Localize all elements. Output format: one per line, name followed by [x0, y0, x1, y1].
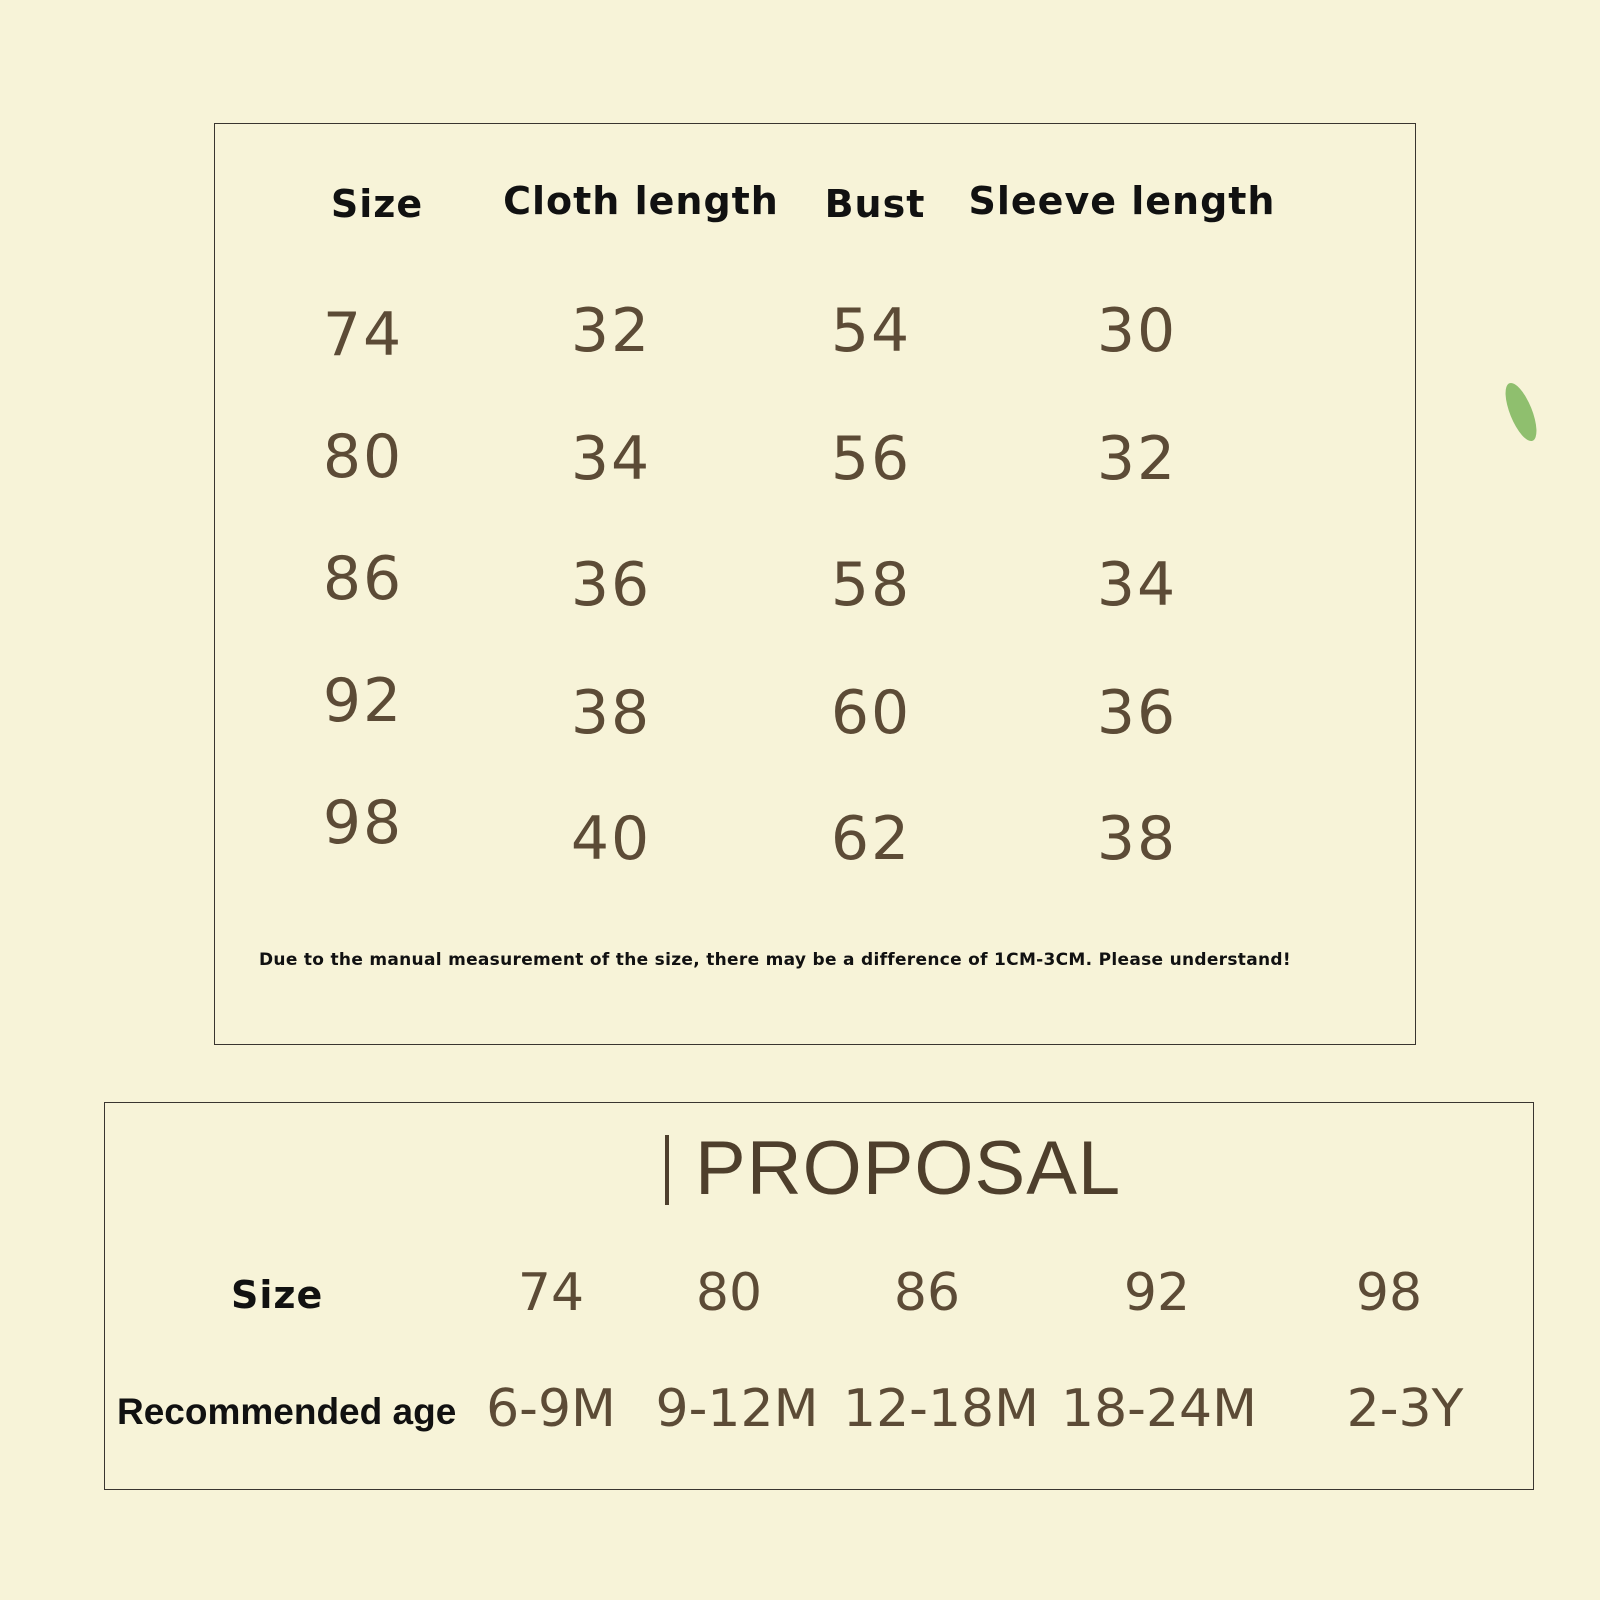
sleeve-length-cell: 30: [1096, 296, 1178, 366]
header-cloth-length: Cloth length: [503, 179, 779, 223]
bust-cell: 62: [830, 804, 912, 874]
leaf-icon: [1499, 379, 1543, 445]
recommended-age-label: Recommended age: [117, 1391, 457, 1432]
sleeve-length-cell: 32: [1096, 424, 1178, 494]
proposal-age-cell: 2-3Y: [1346, 1379, 1464, 1439]
proposal-size-cell: 86: [893, 1263, 961, 1323]
size-cell: 80: [322, 422, 404, 492]
proposal-size-cell: 80: [695, 1263, 763, 1323]
size-cell: 98: [322, 788, 404, 858]
bust-cell: 56: [830, 424, 912, 494]
bust-cell: 54: [830, 296, 912, 366]
cloth-length-cell: 32: [570, 296, 652, 366]
proposal-panel: [104, 1102, 1534, 1490]
cloth-length-cell: 40: [570, 804, 652, 874]
proposal-age-cell: 18-24M: [1061, 1379, 1257, 1439]
sleeve-length-cell: 36: [1096, 678, 1178, 748]
proposal-size-cell: 74: [517, 1263, 585, 1323]
proposal-age-cell: 9-12M: [655, 1379, 819, 1439]
cloth-length-cell: 38: [570, 678, 652, 748]
cloth-length-cell: 36: [570, 550, 652, 620]
proposal-title: PROPOSAL: [695, 1126, 1122, 1211]
size-cell: 92: [322, 666, 404, 736]
bust-cell: 58: [830, 550, 912, 620]
size-chart-panel: [214, 123, 1416, 1045]
size-cell: 74: [322, 300, 404, 370]
proposal-age-cell: 6-9M: [486, 1379, 616, 1439]
cloth-length-cell: 34: [570, 424, 652, 494]
measurement-note: Due to the manual measurement of the size, there may be a difference of 1CM-3CM. Please understand!: [259, 950, 1291, 970]
bust-cell: 60: [830, 678, 912, 748]
proposal-size-label: Size: [231, 1273, 324, 1317]
header-sleeve-length: Sleeve length: [968, 179, 1276, 223]
proposal-size-cell: 98: [1355, 1263, 1423, 1323]
sleeve-length-cell: 34: [1096, 550, 1178, 620]
proposal-age-cell: 12-18M: [843, 1379, 1039, 1439]
header-size: Size: [330, 182, 424, 226]
title-divider-bar: [665, 1135, 669, 1205]
header-bust: Bust: [824, 182, 926, 226]
sleeve-length-cell: 38: [1096, 804, 1178, 874]
proposal-size-cell: 92: [1123, 1263, 1191, 1323]
size-cell: 86: [322, 544, 404, 614]
